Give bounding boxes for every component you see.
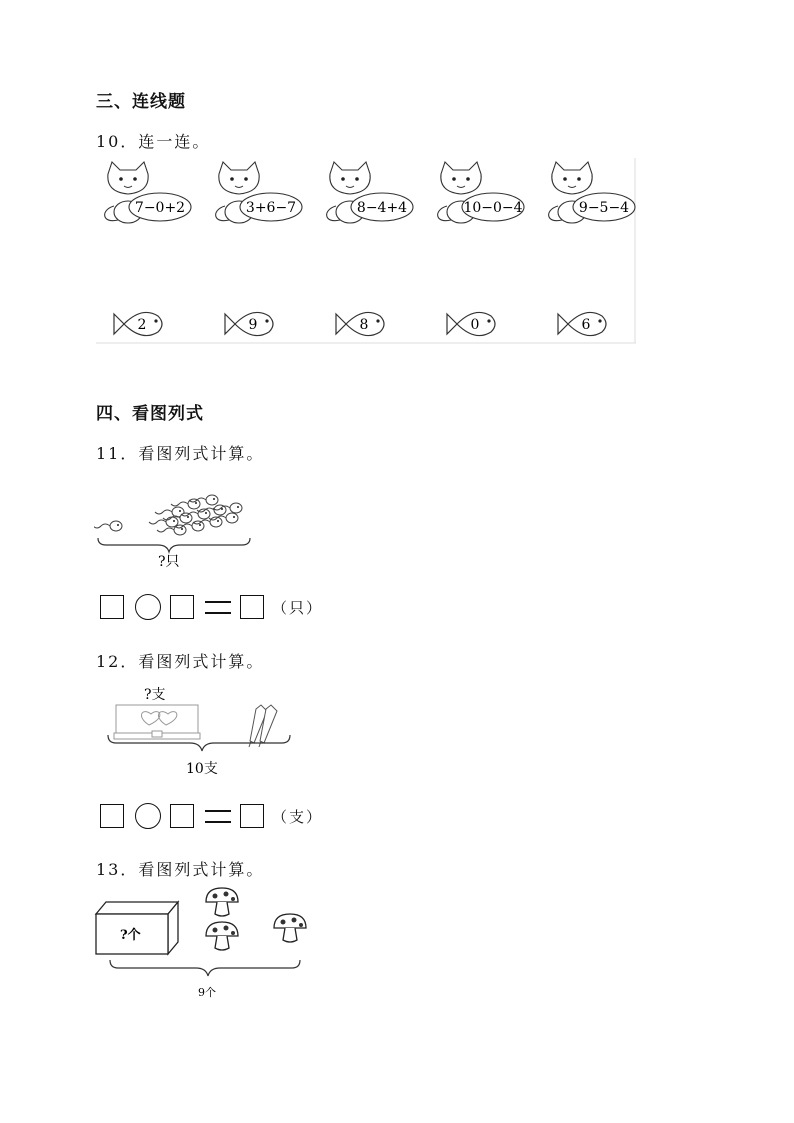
pencil-total-label: 10支: [186, 761, 218, 777]
cat-card[interactable]: [105, 162, 191, 223]
mushroom-figure: [92, 886, 312, 998]
operator-circle[interactable]: [135, 803, 161, 829]
fish-tail: [114, 314, 124, 334]
question-13-text: 13．看图列式计算。: [96, 860, 265, 879]
section-title-picture-equations: 四、看图列式: [96, 404, 204, 424]
fish-eye: [487, 319, 490, 322]
answer-box-result[interactable]: [240, 595, 264, 619]
mushroom-icon: [206, 922, 238, 950]
cat-card[interactable]: [549, 162, 635, 223]
cat-eye: [230, 177, 234, 181]
equals-sign: [205, 601, 231, 614]
mushroom-icon: [274, 914, 306, 942]
pencils-icon: [249, 705, 277, 747]
cat-expression: 9−5−4: [578, 200, 630, 216]
cat-eye: [466, 177, 470, 181]
cat-eye: [452, 177, 456, 181]
cat-expression: 8−4+4: [356, 200, 408, 216]
cat-eye: [563, 177, 567, 181]
cat-expression: 3+6−7: [245, 200, 297, 216]
cat-eye: [119, 177, 123, 181]
pencil-case-icon: [114, 705, 200, 739]
cat-eye: [341, 177, 345, 181]
cat-expression: 7−0+2: [134, 200, 186, 216]
fish-number: 9: [248, 317, 258, 333]
section-title-matching: 三、连线题: [96, 92, 186, 112]
tadpole-icon: [155, 507, 184, 517]
operator-circle[interactable]: [135, 594, 161, 620]
answer-box-result[interactable]: [240, 804, 264, 828]
fish-tail: [447, 314, 457, 334]
fish-card[interactable]: [558, 312, 606, 335]
question-10-text: 10．连一连。: [96, 132, 211, 151]
fish-number: 2: [137, 317, 147, 333]
cat-card[interactable]: [216, 162, 302, 223]
unit-label: （只）: [272, 599, 324, 617]
fish-card[interactable]: [114, 312, 162, 335]
fish-tail: [336, 314, 346, 334]
equals-sign: [205, 810, 231, 823]
pencil-case-label: ?支: [144, 687, 166, 703]
answer-box-1[interactable]: [100, 804, 124, 828]
answer-box-1[interactable]: [100, 595, 124, 619]
answer-box-2[interactable]: [170, 595, 194, 619]
fish-tail: [558, 314, 568, 334]
matching-figure: [96, 158, 636, 344]
cat-eye: [577, 177, 581, 181]
fish-card[interactable]: [447, 312, 495, 335]
cat-card[interactable]: [327, 162, 413, 223]
tadpole-icon: [94, 521, 122, 531]
fish-card[interactable]: [225, 312, 273, 335]
fish-tail: [225, 314, 235, 334]
unit-label: （支）: [272, 808, 324, 826]
cat-eye: [244, 177, 248, 181]
question-11-text: 11．看图列式计算。: [96, 444, 265, 463]
question-12-text: 12．看图列式计算。: [96, 652, 265, 671]
fish-eye: [598, 319, 601, 322]
mushroom-icon: [206, 888, 238, 916]
fish-eye: [154, 319, 157, 322]
tadpole-figure: [94, 478, 264, 570]
cat-eye: [355, 177, 359, 181]
pencil-case-figure: [104, 683, 294, 779]
cat-card[interactable]: [438, 162, 524, 223]
fish-number: 0: [470, 317, 480, 333]
mushroom-total-label: 9个: [198, 986, 216, 998]
fish-eye: [376, 319, 379, 322]
cat-expression: 10−0−4: [463, 200, 523, 216]
fish-number: 6: [581, 317, 591, 333]
tadpole-total-label: ?只: [158, 554, 180, 570]
cat-eye: [133, 177, 137, 181]
fish-eye: [265, 319, 268, 322]
box-label: ?个: [120, 928, 141, 943]
fish-card[interactable]: [336, 312, 384, 335]
fish-number: 8: [359, 317, 369, 333]
answer-box-2[interactable]: [170, 804, 194, 828]
